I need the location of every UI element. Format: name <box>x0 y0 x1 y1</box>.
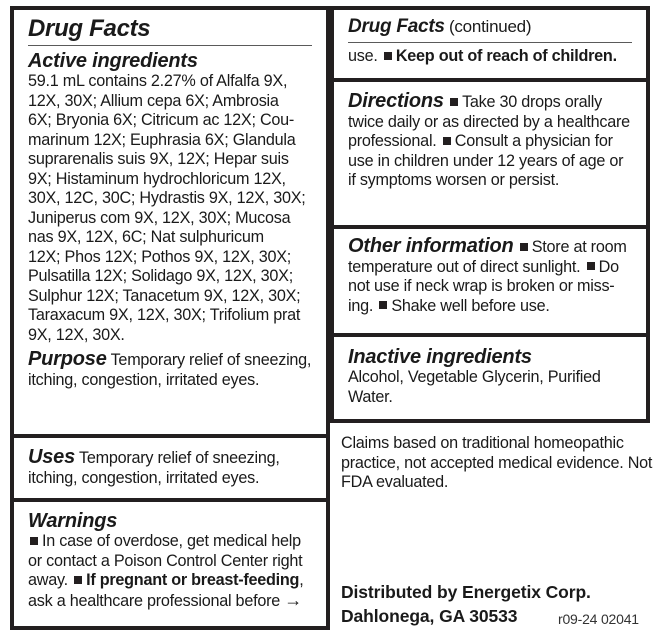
homeopathic-claims-text: Claims based on traditional homeopathic practice, not accepted medical evidence. Not FDA evaluated. <box>341 434 653 491</box>
ingredient-line: Sulphur 12X; Tanacetum 9X, 12X, 30X; <box>28 286 301 305</box>
warnings-panel <box>10 498 330 630</box>
bullet-icon <box>384 52 392 60</box>
distributor-line-2: Dahlonega, GA 30533 <box>341 606 518 626</box>
bullet-icon <box>450 98 458 106</box>
ingredient-line: 30X, 12C, 30C; Hydrastis 9X, 12X, 30X; <box>28 189 306 207</box>
warning-overdose: In case of overdose, get medical help or contact a Poison Control Center right away. <box>28 532 303 589</box>
bullet-icon <box>587 262 595 270</box>
uses-heading: Uses <box>28 446 76 468</box>
ingredient-line: 12X; Phos 12X; Pothos 9X, 12X, 30X; <box>28 247 292 266</box>
warnings-heading: Warnings <box>28 510 118 532</box>
purpose-heading: Purpose <box>28 348 107 370</box>
ingredient-line: Pulsatilla 12X; Solidago 9X, 12X, 30X; <box>28 267 293 285</box>
inactive-ingredients-text: Alcohol, Vegetable Glycerin, Purified Water. <box>348 368 601 406</box>
directions-item-dose: Take 30 drops orally twice daily or as directed by a healthcare professional. <box>348 93 630 150</box>
directions-panel <box>330 78 650 229</box>
drug-facts-title: Drug Facts <box>28 15 151 42</box>
other-info-neck-wrap: Do not use if neck wrap is broken or miss-ing. <box>348 257 619 315</box>
ingredient-line: Juniperus com 9X, 12X, 30X; Mucosa <box>28 208 291 227</box>
ingredient-line: suprarenalis suis 9X, 12X; Hepar suis <box>28 150 289 168</box>
active-ingredients-heading: Active ingredients <box>28 50 198 72</box>
inactive-ingredients-panel <box>330 333 650 423</box>
other-info-storage: Store at room temperature out of direct sunlight. <box>348 238 627 276</box>
purpose-section <box>28 350 312 390</box>
other-info-shake: Shake well before use. <box>391 296 550 315</box>
directions-heading: Directions <box>348 90 444 112</box>
warning-pregnant-bold: If pregnant or breast-feeding <box>86 571 300 589</box>
bullet-icon <box>443 137 451 145</box>
other-information-panel <box>330 225 650 337</box>
ingredient-line: 9X, 12X, 30X. <box>28 325 125 344</box>
ingredient-line: marinum 12X; Euphrasia 6X; Glandula <box>28 130 296 149</box>
keep-out-warning: Keep out of reach of children. <box>395 47 617 65</box>
bullet-icon <box>520 243 528 251</box>
drug-facts-continued-panel <box>330 6 650 82</box>
continued-title <box>348 15 632 39</box>
continued-title-suffix: (continued) <box>449 17 532 36</box>
revision-code: r09-24 02041 <box>558 611 639 627</box>
bullet-icon <box>379 301 387 309</box>
uses-text: Temporary relief of sneezing, itching, congestion, irritated eyes. <box>28 449 280 487</box>
distributor-line-1: Distributed by Energetix Corp. <box>341 582 591 602</box>
ingredient-line: nas 9X, 12X, 6C; Nat sulphuricum <box>28 228 264 246</box>
continued-divider <box>348 42 632 43</box>
continued-text <box>348 47 632 67</box>
active-ingredients-text <box>28 72 312 345</box>
inactive-ingredients-heading: Inactive ingredients <box>348 346 532 368</box>
ingredient-line: 9X; Histaminum hydrochloricum 12X, <box>28 169 286 188</box>
directions-item-consult: Consult a physician for use in children under 12 years of age or if symptoms worsen or persist. <box>348 132 624 189</box>
purpose-text: Temporary relief of sneezing, itching, congestion, irritated eyes. <box>28 351 312 389</box>
title-divider <box>28 45 312 46</box>
arrow-right-icon: → <box>284 589 302 610</box>
ingredient-line: 6X; Bryonia 6X; Citricum ac 12X; Cou- <box>28 111 295 129</box>
ingredient-line: 59.1 mL contains 2.27% of Alfalfa 9X, <box>28 72 288 90</box>
warnings-text <box>28 532 312 611</box>
bullet-icon <box>74 576 82 584</box>
drug-facts-main-panel <box>10 6 330 438</box>
warning-pregnant-rest: , ask a healthcare professional before <box>28 571 304 610</box>
ingredient-line: Taraxacum 9X, 12X, 30X; Trifolium prat <box>28 306 301 324</box>
uses-panel <box>10 434 330 502</box>
continued-use-text: use. <box>348 47 378 65</box>
other-information-heading: Other information <box>348 235 514 257</box>
bullet-icon <box>30 537 38 545</box>
ingredient-line: 12X, 30X; Allium cepa 6X; Ambrosia <box>28 91 279 110</box>
continued-title-main: Drug Facts <box>348 16 445 37</box>
